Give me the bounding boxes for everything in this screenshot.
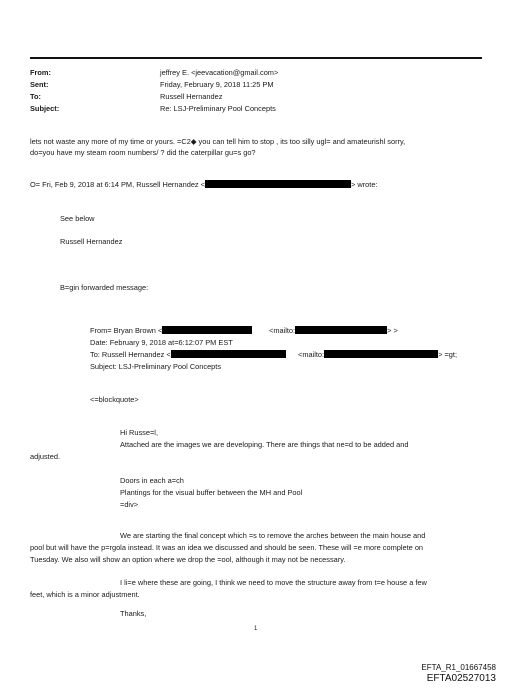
fwd-to-pre: To: Russell Hernandez <	[90, 350, 171, 359]
subject-value: Re: LSJ-Preliminary Pool Concepts	[160, 104, 276, 113]
body-line-1: lets not waste any more of my time or yours. =C2◆ you can tell him to stop , its too silly ugl= and amateurishl sorry,	[30, 137, 406, 146]
fwd-to-mailto-line	[298, 350, 457, 359]
msg-para1-line1: We are starting the final concept which =s to remove the arches between the main house and	[120, 531, 426, 540]
header-rule	[30, 57, 482, 59]
fwd-from-mailto-line	[269, 326, 398, 335]
see-below: See below	[60, 214, 95, 223]
msg-para1-line2: pool but will have the p=rgola instead. It was an idea we discussed and should be seen. These will =e more complete on	[30, 543, 424, 552]
fwd-subject: Subject: LSJ-Preliminary Pool Concepts	[90, 362, 222, 371]
msg-para2-line2: feet, which is a minor adjustment.	[30, 590, 140, 599]
signature-name: Russell Hernandez	[60, 237, 123, 246]
fwd-date: Date: February 9, 2018 at=6:12:07 PM EST	[90, 338, 233, 347]
msg-attached: Attached are the images we are developing. There are things that ne=d to be added and	[120, 440, 409, 449]
footer-id-2: EFTA02527013	[426, 673, 496, 684]
quote-header-pre: O= Fri, Feb 9, 2018 at 6:14 PM, Russell Hernandez <	[30, 180, 206, 189]
fwd-to-post: > =gt;	[438, 350, 457, 359]
redaction-bar	[205, 180, 351, 188]
blockquote-marker: <=blockquote>	[90, 395, 139, 404]
msg-para1-line3: Tuesday. We also will show an option where we drop the =ool, although it may not be necessary.	[30, 555, 346, 564]
quote-header-post: > wrote:	[351, 180, 378, 189]
msg-greeting: Hi Russe=l,	[120, 428, 158, 437]
to-value: Russell Hernandez	[160, 92, 223, 101]
fwd-to-line	[90, 350, 286, 359]
redaction-bar	[324, 350, 438, 358]
quote-header	[30, 180, 378, 189]
msg-thanks: Thanks,	[120, 609, 147, 618]
from-value: jeffrey E. <jeevacation@gmail.com>	[160, 68, 279, 77]
redaction-bar	[171, 350, 286, 358]
fwd-from-mailto: <mailto:	[269, 326, 296, 335]
page-number: 1	[254, 626, 258, 632]
msg-para2-line1: I li=e where these are going, I think we need to move the structure away from t=e house a few	[120, 578, 427, 587]
fwd-from-post: > >	[387, 326, 398, 335]
fwd-to-mailto: <mailto:	[298, 350, 325, 359]
sent-value: Friday, February 9, 2018 11:25 PM	[160, 80, 274, 89]
fwd-from-line	[90, 326, 252, 335]
begin-forwarded: B=gin forwarded message:	[60, 283, 149, 292]
to-label: To:	[30, 92, 41, 101]
subject-label: Subject:	[30, 104, 60, 113]
body-line-2: do=you have my steam room numbers/ ? did the caterpillar gu=s go?	[30, 148, 256, 157]
msg-div: =div>	[120, 500, 139, 509]
msg-doors: Doors in each a=ch	[120, 476, 184, 485]
msg-adjusted: adjusted.	[30, 452, 60, 461]
from-label: From:	[30, 68, 51, 77]
sent-label: Sent:	[30, 80, 49, 89]
footer-id-1: EFTA_R1_01667458	[421, 663, 496, 672]
redaction-bar	[162, 326, 252, 334]
fwd-from-pre: From= Bryan Brown <	[90, 326, 163, 335]
redaction-bar	[295, 326, 387, 334]
msg-plantings: Plantings for the visual buffer between the MH and Pool	[120, 488, 303, 497]
